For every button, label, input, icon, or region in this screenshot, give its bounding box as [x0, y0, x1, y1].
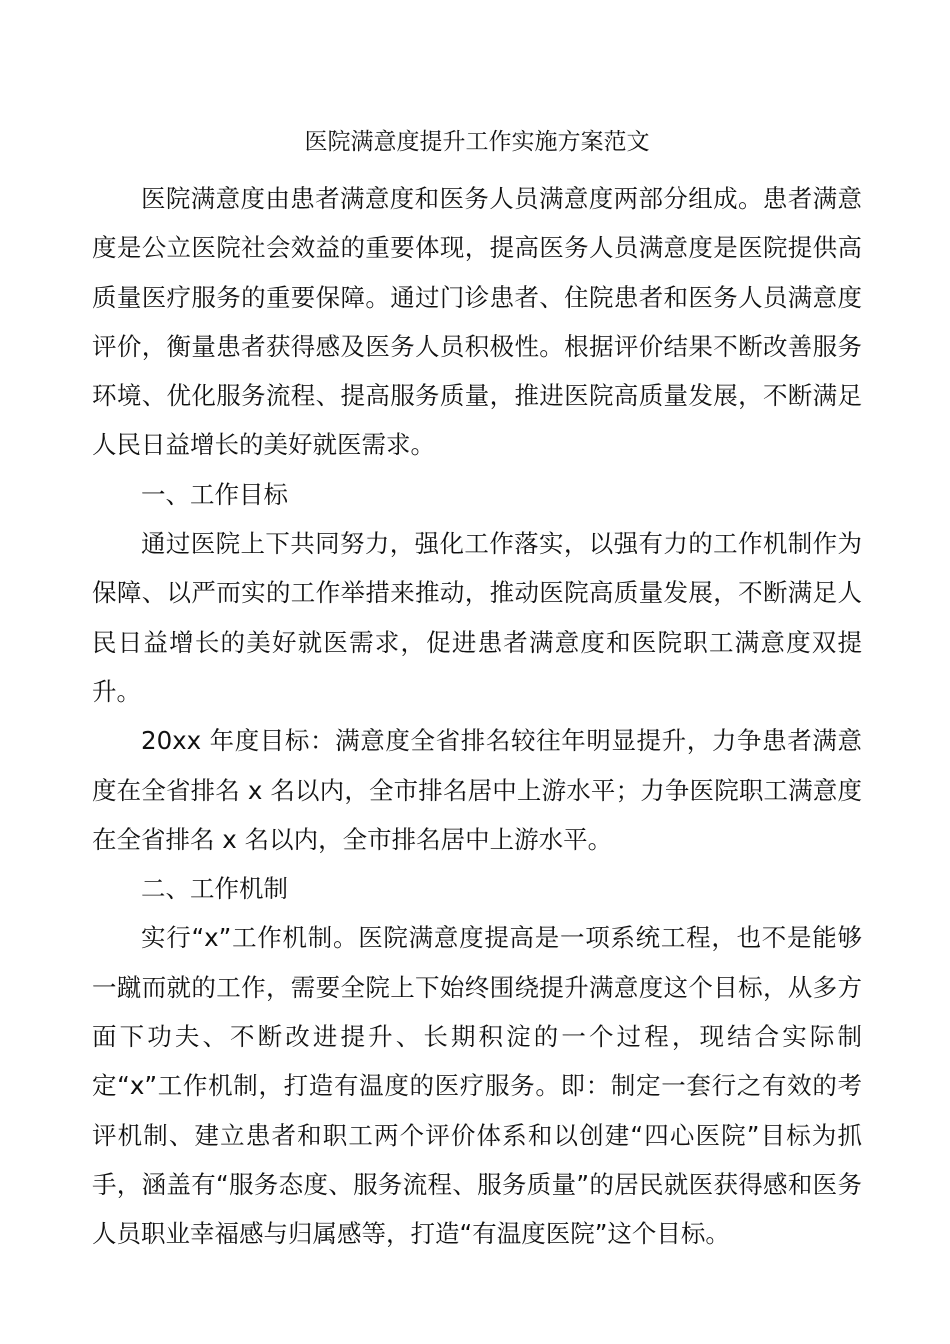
paragraph-goals: 通过医院上下共同努力，强化工作落实，以强有力的工作机制作为保障、以严而实的工作举措来推动，推动医院高质量发展，不断满足人民日益增长的美好就医需求，促进患者满意度和医院职工满意度双提升。 — [92, 529, 862, 706]
document-page — [92, 118, 862, 1259]
section-heading-mechanism: 二、工作机制 — [141, 874, 288, 904]
paragraph-intro: 医院满意度由患者满意度和医务人员满意度两部分组成。患者满意度是公立医院社会效益的重要体现，提高医务人员满意度是医院提供高质量医疗服务的重要保障。通过门诊患者、住院患者和医务人员满意度评价，衡量患者获得感及医务人员积极性。根据评价结果不断改善服务环境、优化服务流程、提高服务质量，推进医院高质量发展，不断满足人民日益增长的美好就医需求。 — [92, 184, 862, 460]
paragraph-mechanism: 实行“x”工作机制。医院满意度提高是一项系统工程，也不是能够一蹴而就的工作，需要全院上下始终围绕提升满意度这个目标，从多方面下功夫、不断改进提升、长期积淀的一个过程，现结合实际制定“x”工作机制，打造有温度的医疗服务。即：制定一套行之有效的考评机制、建立患者和职工两个评价体系和以创建“四心医院”目标为抓手，涵盖有“服务态度、服务流程、服务质量”的居民就医获得感和医务人员职业幸福感与归属感等，打造“有温度医院”这个目标。 — [92, 923, 862, 1249]
section-heading-goals: 一、工作目标 — [141, 479, 288, 509]
document-title: 医院满意度提升工作实施方案范文 — [304, 129, 650, 155]
paragraph-annual-target: 20xx 年度目标：满意度全省排名较往年明显提升，力争患者满意度在全省排名 x 名以内，全市排名居中上游水平；力争医院职工满意度在全省排名 x 名以内，全市排名居中上游水平。 — [92, 726, 862, 854]
